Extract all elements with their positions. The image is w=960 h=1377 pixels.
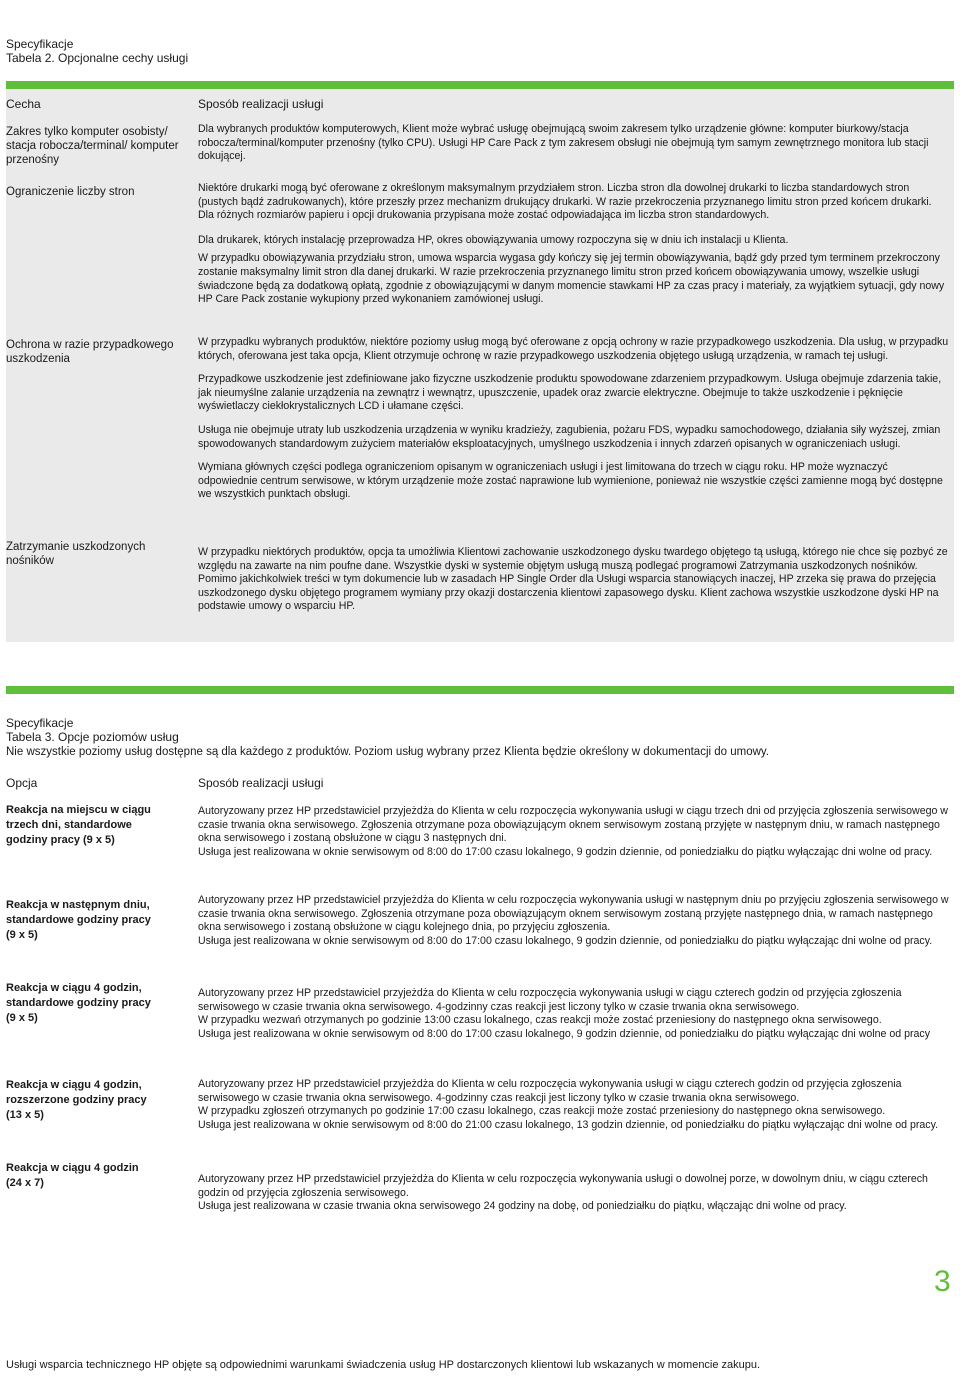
option-label-next-day: Reakcja w następnym dniu, standardowe godziny pracy (9 x 5) — [6, 899, 151, 941]
section2-top-rule — [6, 686, 954, 694]
section1-title-line1: Specyfikacje — [6, 37, 74, 51]
option-3day-text-1: Autoryzowany przez HP przedstawiciel przyjeżdża do Klienta w celu rozpoczęcia wykonywania usługi w ciągu trzech dni od przyjęcia zgłoszenia serwisowego w czasie trwania okna serwisowego. Zgłoszenia otrzymane poza obowiązującym oknem serwisowym zostaną przyjęte w następnym dniu, w ramach następnego okna serwisowego i zostaną obsłużone w ciągu 3 następnych dni. — [198, 805, 948, 845]
option-desc-4h-standard — [198, 987, 950, 1041]
page-number: 3 — [934, 1265, 951, 1298]
option-desc-4h-extended — [198, 1078, 950, 1132]
section2-title — [6, 716, 179, 744]
page-limit-para-1: Niektóre drukarki mogą być oferowane z określonym maksymalnym przydziałem stron. Liczba stron dla dowolnej drukarki to liczba standardowych stron (pustych bądź zadrukowanych), które przeszły przez mechanizm drukujący drukarki. W razie przekroczenia przyznanego limitu stron przed końcem drukarki. Dla różnych rozmiarów papieru i opcji drukowania przypisana może zostać odpowiadająca im liczba stron standardowych. — [198, 182, 932, 222]
option-desc-3day — [198, 805, 950, 859]
feature-label-media-retention: Zatrzymanie uszkodzonych nośników — [6, 541, 146, 567]
section1-header-method: Sposób realizacji usługi — [198, 97, 324, 111]
feature-label-page-limit: Ograniczenie liczby stron — [6, 186, 135, 198]
option-next-day-text-1: Autoryzowany przez HP przedstawiciel przyjeżdża do Klienta w celu rozpoczęcia wykonywania usługi w następnym dniu po przyjęciu zgłoszenia serwisowego w czasie trwania okna serwisowego. Zgłoszenia otrzymane poza obowiązującym oknem serwisowym zostaną przyjęte następnego dnia, w ramach następnego okna serwisowego i zostaną obsłużone w ciągu kolejnego dnia, po przyjęciu zgłoszenia. — [198, 894, 949, 934]
option-label-4h-24x7: Reakcja w ciągu 4 godzin (24 x 7) — [6, 1162, 139, 1189]
accidental-para-2: Przypadkowe uszkodzenie jest zdefiniowane jako fizyczne uszkodzenie produktu spowodowane zdarzeniem przypadkowym. Usługa obejmuje zdarzenia takie, jak nieumyślne zalanie urządzenia na zewnątrz i wewnątrz, upuszczenie, upadek oraz zwarcie elektryczne. Obejmuje to także uszkodzenie i pęknięcie wyświetlaczy ciekłokrystalicznych LCD i ułamane części. — [198, 373, 942, 413]
option-desc-next-day — [198, 894, 950, 948]
feature-label-scope: Zakres tylko komputer osobisty/ stacja robocza/terminal/ komputer przenośny — [6, 126, 179, 166]
option-4h-extended-text-3: Usługa jest realizowana w oknie serwisowym od 8:00 do 21:00 czasu lokalnego, 13 godzin dziennie, od poniedziałku do piątku wyłączając dni wolne od pracy. — [198, 1118, 939, 1131]
feature-desc-scope — [198, 123, 950, 170]
feature-desc-media-retention — [198, 546, 950, 620]
option-4h-24x7-text-1: Autoryzowany przez HP przedstawiciel przyjeżdża do Klienta w celu rozpoczęcia wykonywania usługi o dowolnej porze, w dowolnym dniu, w ciągu czterech godzin od przyjęcia zgłoszenia serwisowego. — [198, 1173, 928, 1199]
section1-top-rule — [6, 81, 954, 89]
page-limit-para-3: W przypadku obowiązywania przydziału stron, umowa wsparcia wygasa gdy kończy się jej termin obowiązywania, bądź gdy przed tym terminem przekroczony zostanie maksymalny limit stron dla danej drukarki. W razie przekroczenia przyznanego limitu stron przed końcem obowiązywania umowy, wszelkie usługi świadczone będą za dodatkową opłatą, zgodnie z obowiązującymi w danym momencie stawkami HP za czas pracy i materiały, za wyjątkiem sytuacji, gdy nowy HP Care Pack zostanie wykupiony przed wykonaniem zamówionej usługi. — [198, 252, 945, 306]
footer-note: Usługi wsparcia technicznego HP objęte są odpowiednimi warunkami świadczenia usług HP dostarczonych klientowi lub wskazanych w momencie zakupu. — [6, 1359, 761, 1371]
feature-desc-accidental-damage — [198, 336, 950, 508]
section2-title-line2: Tabela 3. Opcje poziomów usług — [6, 730, 179, 744]
section1-title-line2: Tabela 2. Opcjonalne cechy usługi — [6, 51, 189, 65]
section1-header-feature: Cecha — [6, 97, 41, 111]
option-label-3day: Reakcja na miejscu w ciągu trzech dni, standardowe godziny pracy (9 x 5) — [6, 804, 151, 846]
page-limit-para-2: Dla drukarek, których instalację przeprowadza HP, okres obowiązywania umowy rozpoczyna się w dniu ich instalacji u Klienta. — [198, 233, 789, 246]
section2-intro: Nie wszystkie poziomy usług dostępne są dla każdego z produktów. Poziom usług wybrany przez Klienta będzie określony w dokumentacji do umowy. — [6, 746, 770, 758]
section2-title-line1: Specyfikacje — [6, 716, 74, 730]
section2-header-option: Opcja — [6, 776, 38, 790]
accidental-para-3: Usługa nie obejmuje utraty lub uszkodzenia urządzenia w wyniku kradzieży, zagubienia, pożaru FDS, wypadku samochodowego, działania siły wyższej, zmian spowodowanych standardowym zużyciem materiałów eksploatacyjnych, umyślnego uszkodzenia i innych zdarzeń opisanych w ograniczeniach usługi. — [198, 423, 941, 450]
feature-label-accidental-damage: Ochrona w razie przypadkowego uszkodzenia — [6, 339, 174, 365]
option-desc-4h-24x7 — [198, 1173, 950, 1214]
section2-header-method: Sposób realizacji usługi — [198, 776, 324, 790]
section1-title — [6, 37, 188, 65]
scope-para-1: Dla wybranych produktów komputerowych, Klient może wybrać usługę obejmującą swoim zakresem tylko urządzenie główne: komputer biurkowy/stacja robocza/terminal/komputer przenośny (tylko CPU). Usługi HP Care Pack z tym zakresem obsługi nie obejmują tym samym zewnętrznego monitora lub stacji dokującej. — [198, 123, 929, 163]
feature-desc-page-limit — [198, 182, 950, 313]
media-retention-para-1: W przypadku niektórych produktów, opcja ta umożliwia Klientowi zachowanie uszkodzonego dysku twardego objętego tą usługą, którego nie chce się pozbyć ze względu na zawarte na nim poufne dane. Wszystkie dyski w systemie objętym usługą muszą podlegać programowi Zatrzymania uszkodzonych nośników. Pomimo jakichkolwiek treści w tym dokumencie lub w zasadach HP Single Order dla Usługi wsparcia stanowiących inaczej, HP zrzeka się prawa do przejęcia uszkodzonego dysku objętego programem wymiany przy okazji dostarczenia klientowi zapasowego dysku. Klient zachowa wszystkie uszkodzone dyski HP na podstawie umowy o wsparciu HP. — [198, 546, 948, 613]
accidental-para-1: W przypadku wybranych produktów, niektóre poziomy usług mogą być oferowane z opcją ochrony w razie przypadkowego uszkodzenia. Dla usług, w przypadku których, oferowana jest taka opcja, Klient otrzymuje ochronę w razie przypadkowego uszkodzenia objętego usługą urządzenia, w ramach tej usługi. — [198, 336, 949, 362]
accidental-para-4: Wymiana głównych części podlega ograniczeniom opisanym w ograniczeniach usługi i jest limitowana do trzech w ciągu roku. HP może wyznaczyć odpowiednie centrum serwisowe, w którym urządzenie może zostać naprawione lub wymienione, ponieważ nie wszystkie części zamienne mogą być dostępne we wszystkich punktach obsługi. — [198, 461, 943, 501]
option-label-4h-standard: Reakcja w ciągu 4 godzin, standardowe godziny pracy (9 x 5) — [6, 982, 151, 1024]
option-4h-24x7-text-2: Usługa jest realizowana w czasie trwania okna serwisowego 24 godziny na dobę, od poniedziałku do piątku, włączając dni wolne od pracy. — [198, 1200, 847, 1213]
option-next-day-text-2: Usługa jest realizowana w oknie serwisowym od 8:00 do 17:00 czasu lokalnego, 9 godzin dziennie, od poniedziałku do piątku wyłączając dni wolne od pracy. — [198, 934, 933, 947]
option-4h-standard-text-2: W przypadku wezwań otrzymanych po godzinie 13:00 czasu lokalnego, czas reakcji może zostać przeniesiony do następnego okna serwisowego. — [198, 1014, 882, 1027]
option-4h-standard-text-1: Autoryzowany przez HP przedstawiciel przyjeżdża do Klienta w celu rozpoczęcia wykonywania usługi w ciągu czterech godzin od przyjęcia zgłoszenia serwisowego w czasie trwania okna serwisowego. 4-godzinny czas reakcji jest liczony tylko w czasie trwania okna serwisowego. — [198, 987, 902, 1013]
option-label-4h-extended: Reakcja w ciągu 4 godzin, rozszerzone godziny pracy (13 x 5) — [6, 1079, 147, 1121]
option-4h-standard-text-3: Usługa jest realizowana w oknie serwisowym od 8:00 do 17:00 czasu lokalnego, 9 godzin dziennie, od poniedziałku do piątku wyłączając dni wolne od pracy — [198, 1027, 930, 1040]
option-4h-extended-text-1: Autoryzowany przez HP przedstawiciel przyjeżdża do Klienta w celu rozpoczęcia wykonywania usługi w ciągu czterech godzin od przyjęcia zgłoszenia serwisowego w czasie trwania okna serwisowego. 4-godzinny czas reakcji jest liczony tylko w czasie trwania okna serwisowego. — [198, 1078, 902, 1104]
option-4h-extended-text-2: W przypadku zgłoszeń otrzymanych po godzinie 17:00 czasu lokalnego, czas reakcji może zostać przeniesiony do następnego okna serwisowego. — [198, 1105, 886, 1118]
option-3day-text-2: Usługa jest realizowana w oknie serwisowym od 8:00 do 17:00 czasu lokalnego, 9 godzin dziennie, od poniedziałku do piątku wyłączając dni wolne od pracy. — [198, 845, 933, 858]
